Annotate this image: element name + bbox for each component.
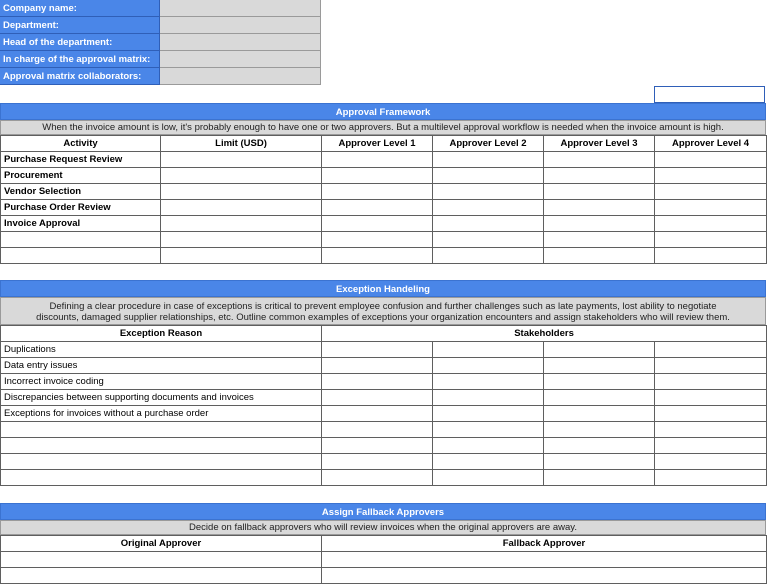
cell[interactable] <box>322 454 433 470</box>
cell[interactable] <box>433 200 544 216</box>
cell[interactable] <box>544 200 655 216</box>
department-label: Department: <box>0 17 160 34</box>
cell[interactable] <box>655 216 767 232</box>
matrix-owner-field[interactable] <box>160 51 321 68</box>
cell[interactable] <box>433 184 544 200</box>
exception-reason-cell[interactable] <box>1 470 322 486</box>
table-row <box>1 552 767 568</box>
fallback-approvers-description: Decide on fallback approvers who will review invoices when the original approvers are away. <box>0 520 766 535</box>
cell[interactable] <box>161 232 322 248</box>
table-row <box>1 232 767 248</box>
cell[interactable] <box>161 168 322 184</box>
cell[interactable] <box>655 248 767 264</box>
cell[interactable] <box>322 390 433 406</box>
table-header-row <box>1 136 767 152</box>
cell[interactable] <box>322 184 433 200</box>
cell[interactable] <box>655 184 767 200</box>
approval-framework-table <box>0 135 767 264</box>
cell[interactable] <box>322 358 433 374</box>
table-row <box>1 568 767 584</box>
column-header-activity: Activity <box>1 136 161 152</box>
table-row <box>1 184 767 200</box>
exception-table <box>0 325 767 486</box>
fallback-approver-cell[interactable] <box>322 568 767 584</box>
table-row <box>1 438 767 454</box>
cell[interactable] <box>322 200 433 216</box>
cell[interactable] <box>433 422 544 438</box>
fallback-approvers-table <box>0 535 767 584</box>
table-row <box>1 248 767 264</box>
exception-reason-cell[interactable]: Data entry issues <box>1 358 322 374</box>
cell[interactable] <box>322 406 433 422</box>
cell[interactable] <box>322 374 433 390</box>
table-row <box>1 454 767 470</box>
cell[interactable] <box>433 374 544 390</box>
column-header-approver-2: Approver Level 2 <box>433 136 544 152</box>
cell[interactable] <box>655 342 767 358</box>
selected-cell[interactable] <box>654 86 765 103</box>
cell[interactable] <box>322 470 433 486</box>
exception-handling-description <box>0 297 766 325</box>
company-name-label: Company name: <box>0 0 160 17</box>
cell[interactable] <box>655 358 767 374</box>
exception-reason-cell[interactable] <box>1 454 322 470</box>
exception-reason-cell[interactable]: Duplications <box>1 342 322 358</box>
cell[interactable] <box>544 168 655 184</box>
table-row <box>1 152 767 168</box>
exception-handling-title: Exception Handeling <box>0 280 766 297</box>
cell[interactable] <box>655 470 767 486</box>
cell[interactable] <box>655 374 767 390</box>
cell[interactable] <box>655 168 767 184</box>
cell[interactable] <box>433 406 544 422</box>
head-of-department-label: Head of the department: <box>0 34 160 51</box>
cell[interactable] <box>433 342 544 358</box>
cell[interactable] <box>544 470 655 486</box>
exception-reason-cell[interactable] <box>1 422 322 438</box>
fallback-approvers-title: Assign Fallback Approvers <box>0 503 766 520</box>
exception-reason-cell[interactable] <box>1 438 322 454</box>
table-row <box>1 168 767 184</box>
cell[interactable] <box>655 438 767 454</box>
cell[interactable] <box>544 184 655 200</box>
cell[interactable] <box>433 152 544 168</box>
cell[interactable] <box>544 358 655 374</box>
column-header-approver-4: Approver Level 4 <box>655 136 767 152</box>
table-row <box>1 216 767 232</box>
cell[interactable] <box>161 184 322 200</box>
cell[interactable] <box>544 390 655 406</box>
table-row <box>1 358 767 374</box>
head-of-department-field[interactable] <box>160 34 321 51</box>
column-header-original-approver: Original Approver <box>1 536 322 552</box>
cell[interactable] <box>322 248 433 264</box>
table-header-row <box>1 326 767 342</box>
cell[interactable] <box>544 438 655 454</box>
cell[interactable] <box>161 216 322 232</box>
activity-cell[interactable]: Vendor Selection <box>1 184 161 200</box>
column-header-stakeholders: Stakeholders <box>322 326 767 342</box>
cell[interactable] <box>544 406 655 422</box>
activity-cell[interactable] <box>1 248 161 264</box>
table-row <box>1 470 767 486</box>
fallback-approver-cell[interactable] <box>322 552 767 568</box>
cell[interactable] <box>322 152 433 168</box>
cell[interactable] <box>322 342 433 358</box>
table-row <box>1 374 767 390</box>
cell[interactable] <box>655 422 767 438</box>
cell[interactable] <box>322 216 433 232</box>
matrix-collaborators-label: Approval matrix collaborators: <box>0 68 160 85</box>
cell[interactable] <box>655 454 767 470</box>
cell[interactable] <box>655 406 767 422</box>
approval-framework-title: Approval Framework <box>0 103 766 120</box>
activity-cell[interactable]: Invoice Approval <box>1 216 161 232</box>
cell[interactable] <box>544 374 655 390</box>
cell[interactable] <box>655 152 767 168</box>
cell[interactable] <box>433 470 544 486</box>
column-header-limit: Limit (USD) <box>161 136 322 152</box>
matrix-collaborators-field[interactable] <box>160 68 321 85</box>
company-name-field[interactable] <box>160 0 321 17</box>
cell[interactable] <box>655 390 767 406</box>
cell[interactable] <box>322 232 433 248</box>
column-header-fallback-approver: Fallback Approver <box>322 536 767 552</box>
table-row <box>1 406 767 422</box>
table-row <box>1 200 767 216</box>
cell[interactable] <box>161 248 322 264</box>
cell[interactable] <box>433 454 544 470</box>
activity-cell[interactable]: Purchase Order Review <box>1 200 161 216</box>
cell[interactable] <box>322 168 433 184</box>
table-row <box>1 422 767 438</box>
cell[interactable] <box>544 216 655 232</box>
cell[interactable] <box>161 152 322 168</box>
cell[interactable] <box>433 216 544 232</box>
activity-cell[interactable]: Procurement <box>1 168 161 184</box>
approval-framework-description: When the invoice amount is low, it's probably enough to have one or two approvers. But a multilevel approval workflow is needed when the invoice amount is high. <box>0 120 766 135</box>
exception-reason-cell[interactable]: Discrepancies between supporting documents and invoices <box>1 390 322 406</box>
original-approver-cell[interactable] <box>1 552 322 568</box>
cell[interactable] <box>544 152 655 168</box>
cell[interactable] <box>433 232 544 248</box>
cell[interactable] <box>322 438 433 454</box>
cell[interactable] <box>544 454 655 470</box>
cell[interactable] <box>433 390 544 406</box>
description-line: Defining a clear procedure in case of exceptions is critical to prevent employee confusion and further challenges such as late payments, lost ability to negotiate <box>49 301 717 312</box>
cell[interactable] <box>544 342 655 358</box>
table-row <box>1 342 767 358</box>
cell[interactable] <box>544 248 655 264</box>
cell[interactable] <box>655 232 767 248</box>
cell[interactable] <box>161 200 322 216</box>
cell[interactable] <box>544 232 655 248</box>
original-approver-cell[interactable] <box>1 568 322 584</box>
description-line: discounts, damaged supplier relationships, etc. Outline common examples of exceptions your organization encounters and assign stakeholders who will review them. <box>36 312 730 323</box>
cell[interactable] <box>433 358 544 374</box>
activity-cell[interactable] <box>1 232 161 248</box>
column-header-approver-1: Approver Level 1 <box>322 136 433 152</box>
column-header-exception-reason: Exception Reason <box>1 326 322 342</box>
column-header-approver-3: Approver Level 3 <box>544 136 655 152</box>
exception-reason-cell[interactable]: Exceptions for invoices without a purchase order <box>1 406 322 422</box>
cell[interactable] <box>544 422 655 438</box>
cell[interactable] <box>433 438 544 454</box>
department-field[interactable] <box>160 17 321 34</box>
activity-cell[interactable]: Purchase Request Review <box>1 152 161 168</box>
matrix-owner-label: In charge of the approval matrix: <box>0 51 160 68</box>
exception-reason-cell[interactable]: Incorrect invoice coding <box>1 374 322 390</box>
cell[interactable] <box>433 248 544 264</box>
table-row <box>1 390 767 406</box>
cell[interactable] <box>433 168 544 184</box>
cell[interactable] <box>322 422 433 438</box>
table-header-row <box>1 536 767 552</box>
cell[interactable] <box>655 200 767 216</box>
